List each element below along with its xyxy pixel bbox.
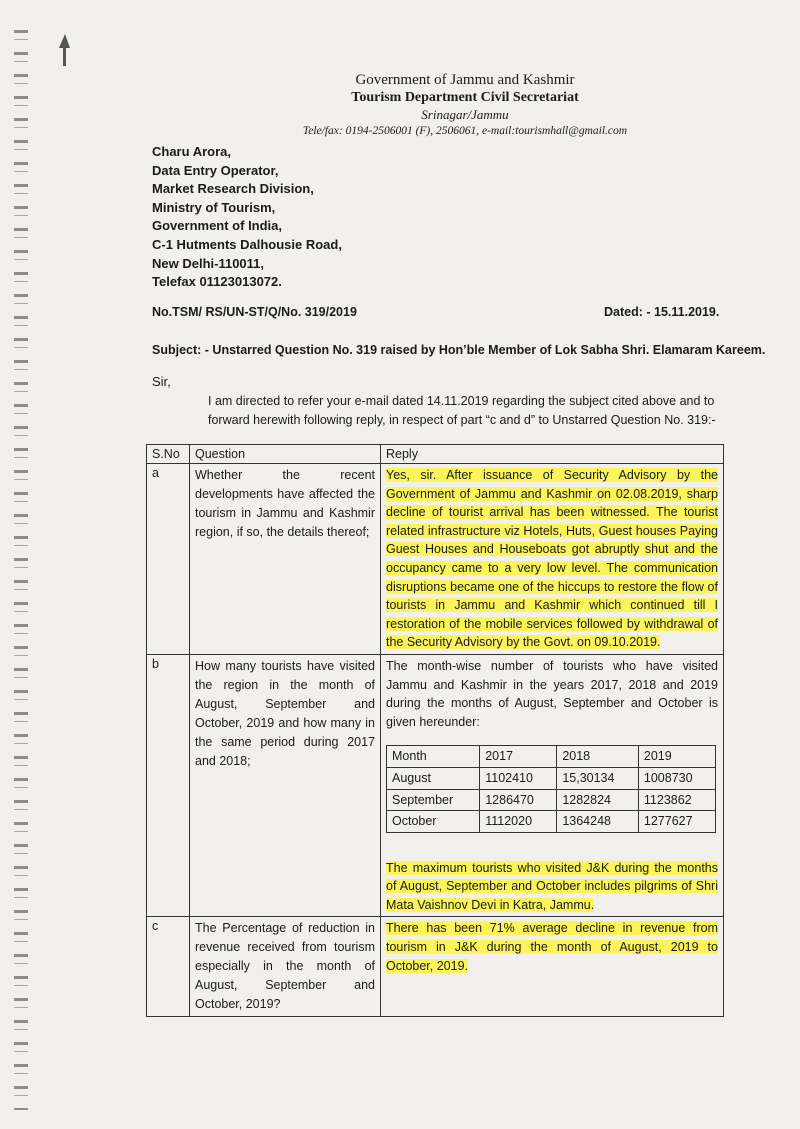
tourist-count-table bbox=[386, 745, 716, 832]
month-cell: September bbox=[387, 789, 480, 811]
question-reply-table bbox=[146, 444, 724, 1017]
letterhead-contact: Tele/fax: 0194-2506001 (F), 2506061, e-mail:tourismhall@gmail.com bbox=[302, 125, 628, 137]
count-cell: 1277627 bbox=[638, 811, 715, 833]
months-header-cell: 2018 bbox=[557, 746, 639, 768]
letterhead-government: Government of Jammu and Kashmir bbox=[355, 72, 575, 88]
header-reply: Reply bbox=[381, 445, 724, 464]
row-sno: c bbox=[147, 917, 190, 1017]
table-header-row bbox=[147, 445, 724, 464]
row-question: Whether the recent developments have affected the tourism in Jammu and Kashmir region, if so, the details thereof; bbox=[190, 464, 381, 655]
salutation: Sir, bbox=[152, 374, 171, 389]
month-cell: August bbox=[387, 767, 480, 789]
header-question: Question bbox=[190, 445, 381, 464]
recipient-address bbox=[152, 143, 342, 292]
table-row bbox=[147, 917, 724, 1017]
months-header-row bbox=[387, 746, 716, 768]
letterhead bbox=[290, 72, 640, 137]
intro-text: I am directed to refer your e-mail dated 14.11.2019 regarding the subject cited above and to forward herewith following reply, in respect of part “c and d” to Unstarred Question No. 319:- bbox=[208, 394, 716, 427]
subject-line: Subject: - Unstarred Question No. 319 raised by Hon’ble Member of Lok Sabha Shri. Elamaram Kareem. bbox=[152, 343, 766, 357]
count-cell: 1282824 bbox=[557, 789, 639, 811]
count-cell: 1364248 bbox=[557, 811, 639, 833]
count-cell: 15,30134 bbox=[557, 767, 639, 789]
letterhead-location: Srinagar/Jammu bbox=[421, 107, 509, 122]
address-line: Government of India, bbox=[152, 218, 283, 234]
intro-paragraph bbox=[152, 392, 732, 430]
address-line: Charu Arora, bbox=[152, 144, 231, 159]
row-sno: b bbox=[147, 654, 190, 917]
highlighted-reply: Yes, sir. After issuance of Security Advisory by the Government of Jammu and Kashmir on 02.08.2019, sharp decline of tourist arrival has been witnessed. The tourist related infrastructure viz Hotels, Huts, Guest houses Paying Guest Houses and Houseboats got abruptly shut and the occupancy came to a very low level. The communication disruptions became one of the hiccups to restore the flow of tourists in Jammu and Kashmir which continued till I restoration of the mobile services followed by withdrawal of the Security Advisory by the Govt. on 09.10.2019. bbox=[386, 468, 718, 650]
month-cell: October bbox=[387, 811, 480, 833]
count-cell: 1112020 bbox=[480, 811, 557, 833]
row-sno: a bbox=[147, 464, 190, 655]
months-header-cell: Month bbox=[387, 746, 480, 768]
months-row bbox=[387, 789, 716, 811]
address-line: C-1 Hutments Dalhousie Road, bbox=[152, 236, 342, 252]
months-row bbox=[387, 767, 716, 789]
highlighted-note: The maximum tourists who visited J&K during the months of August, September and October includes pilgrims of Shri Mata Vaishnov Devi in Katra, Jammu. bbox=[386, 860, 718, 912]
row-question: The Percentage of reduction in revenue received from tourism especially in the month of August, September and October, 2019? bbox=[190, 917, 381, 1017]
count-cell: 1286470 bbox=[480, 789, 557, 811]
months-header-cell: 2017 bbox=[480, 746, 557, 768]
address-line: Market Research Division, bbox=[152, 181, 314, 197]
row-reply bbox=[381, 654, 724, 917]
reply-intro: The month-wise number of tourists who have visited Jammu and Kashmir in the years 2017, 2018 and 2019 during the months of August, September and October is given hereunder: bbox=[386, 658, 718, 729]
letterhead-department: Tourism Department Civil Secretariat bbox=[351, 90, 579, 105]
pin-mark-icon bbox=[52, 32, 78, 68]
address-line: New Delhi-110011, bbox=[152, 255, 265, 271]
highlighted-reply: There has been 71% average decline in revenue from tourism in J&K during the month of August, 2019 to October, 2019. bbox=[386, 921, 718, 973]
table-row bbox=[147, 654, 724, 917]
address-line: Data Entry Operator, bbox=[152, 162, 279, 178]
count-cell: 1008730 bbox=[638, 767, 715, 789]
months-row bbox=[387, 811, 716, 833]
header-sno: S.No bbox=[147, 445, 190, 464]
table-row bbox=[147, 464, 724, 655]
months-header-cell: 2019 bbox=[638, 746, 715, 768]
letter-date: Dated: - 15.11.2019. bbox=[604, 305, 720, 319]
address-line: Ministry of Tourism, bbox=[152, 199, 276, 215]
row-reply bbox=[381, 464, 724, 655]
row-question: How many tourists have visited the region in the month of August, September and October, 2019 and how many in the same period during 2017 and 2018; bbox=[190, 654, 381, 917]
count-cell: 1102410 bbox=[480, 767, 557, 789]
scan-edge-marks bbox=[14, 30, 28, 1110]
row-reply bbox=[381, 917, 724, 1017]
count-cell: 1123862 bbox=[638, 789, 715, 811]
reference-number: No.TSM/ RS/UN-ST/Q/No. 319/2019 bbox=[152, 305, 357, 319]
address-line: Telefax 01123013072. bbox=[152, 274, 282, 290]
